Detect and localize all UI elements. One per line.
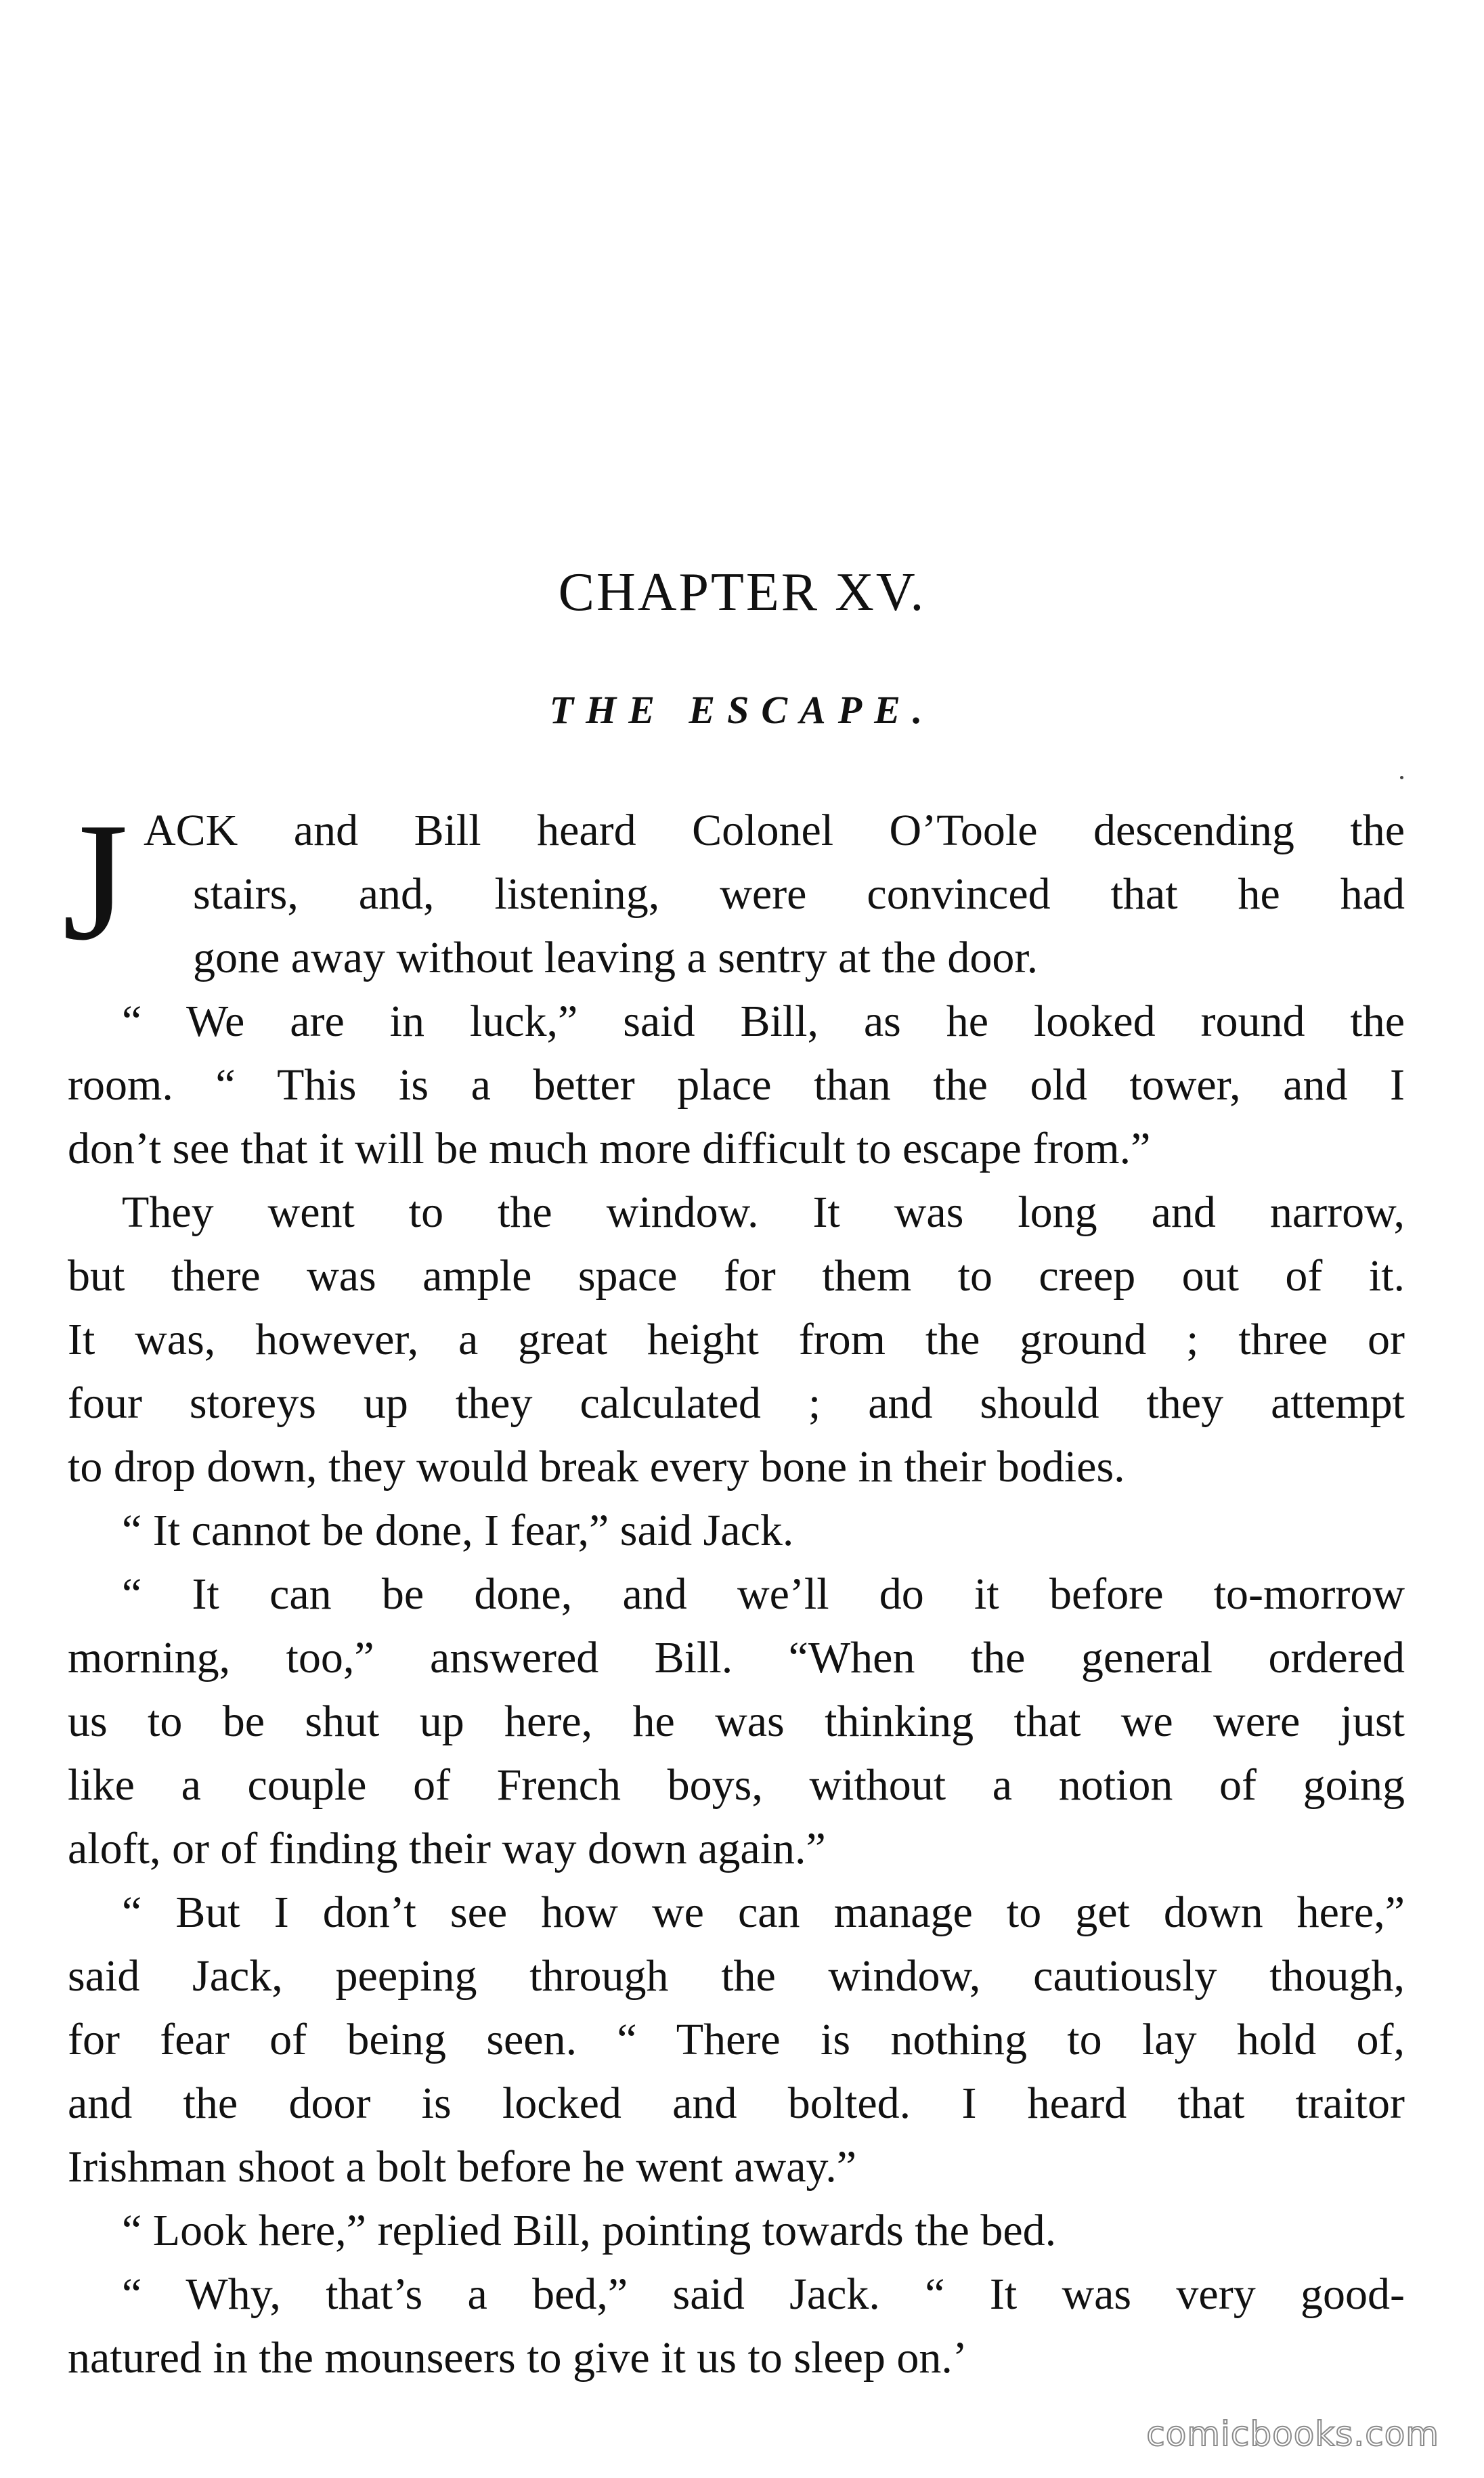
text-line: said Jack, peeping through the window, cautiously though,: [68, 1951, 1405, 2001]
opening-paragraph: [62, 788, 1405, 990]
text-line: aloft, or of finding their way down again.”: [68, 1824, 826, 1873]
chapter-subtitle: THE ESCAPE.: [549, 688, 935, 732]
text-line: They went to the window. It was long and narrow,: [122, 1188, 1405, 1237]
text-line: “ Why, that’s a bed,” said Jack. “ It was very good-: [122, 2269, 1405, 2319]
text-line: us to be shut up here, he was thinking that we were just: [68, 1697, 1405, 1746]
chapter-heading: CHAPTER XV.: [558, 563, 926, 622]
text-line: to drop down, they would break every bone in their bodies.: [68, 1442, 1125, 1492]
text-line: gone away without leaving a sentry at the door.: [193, 933, 1039, 982]
text-line: and the door is locked and bolted. I heard that traitor: [68, 2079, 1405, 2128]
drop-cap-letter: J: [62, 788, 129, 976]
scan-speck: [1400, 776, 1403, 779]
text-line: like a couple of French boys, without a notion of going: [68, 1760, 1405, 1810]
text-line: “ It can be done, and we’ll do it before to-morrow: [122, 1569, 1405, 1619]
text-line: natured in the mounseers to give it us to sleep on.’: [68, 2333, 967, 2383]
text-line: “ We are in luck,” said Bill, as he looked round the: [122, 997, 1405, 1046]
text-line: for fear of being seen. “ There is nothing to lay hold of,: [68, 2015, 1405, 2064]
text-line: four storeys up they calculated ; and should they attempt: [68, 1378, 1405, 1428]
text-line: “ Look here,” replied Bill, pointing towards the bed.: [122, 2206, 1057, 2255]
text-line: ACK and Bill heard Colonel O’Toole descending the: [144, 806, 1405, 855]
text-line: It was, however, a great height from the ground ; three or: [68, 1315, 1405, 1364]
watermark: comicbooks.com: [1146, 2414, 1439, 2454]
text-line: but there was ample space for them to creep out of it.: [68, 1251, 1405, 1301]
text-line: morning, too,” answered Bill. “When the general ordered: [68, 1633, 1405, 1682]
text-line: don’t see that it will be much more difficult to escape from.”: [68, 1124, 1151, 1173]
chapter-body-text: [62, 788, 1405, 2390]
text-line: room. “ This is a better place than the old tower, and I: [68, 1060, 1405, 1110]
text-line: Irishman shoot a bolt before he went away.”: [68, 2142, 856, 2192]
text-line: stairs, and, listening, were convinced that he had: [193, 869, 1405, 919]
text-line: “ But I don’t see how we can manage to get down here,”: [122, 1888, 1405, 1937]
text-line: “ It cannot be done, I fear,” said Jack.: [122, 1506, 794, 1555]
